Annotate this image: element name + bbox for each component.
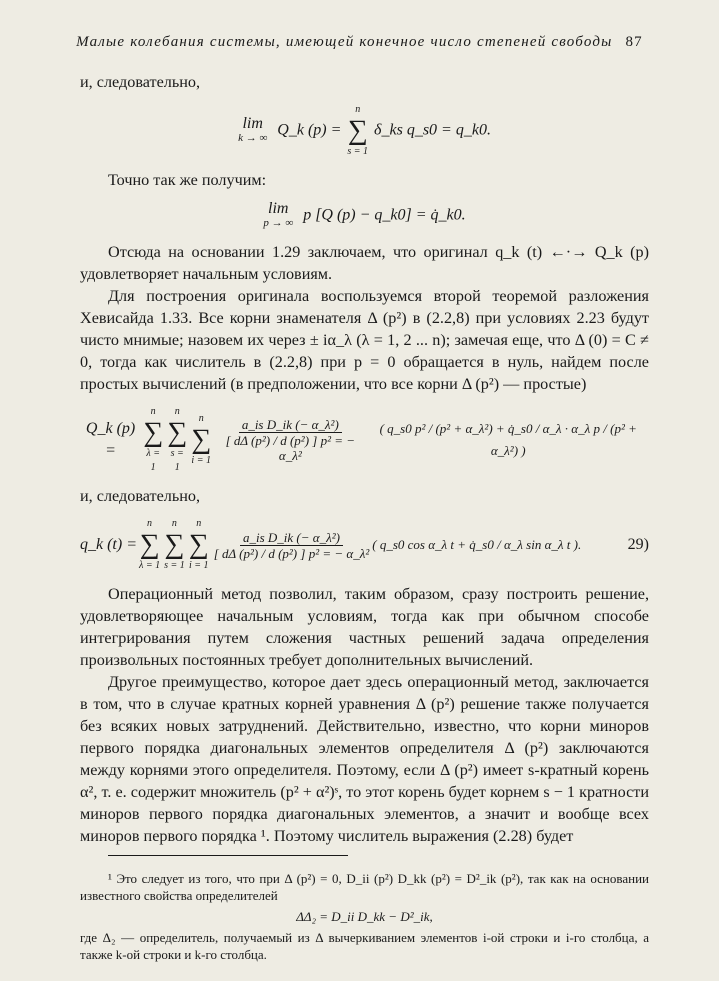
equation-limit-p (80, 201, 649, 231)
eq3-fraction: $\frac{\text{a\_is D\_ik (− α\_λ²)}}{\text{[ dΔ (p²) / d (p²) ] p² = − α\_λ²}}$ (225, 417, 356, 463)
paragraph-6: Операционный метод позволил, таким образом, сразу построить решение, удовлетворяющее начальным условиям, тогда как при обычном способе интегрирования путем сложения частных решений задача определения произвольных постоянных требует дополнительных вычислений. (80, 585, 649, 669)
running-head (70, 34, 649, 51)
equation-limit-q (80, 103, 649, 159)
sum-s: n ∑ s = 1 (164, 518, 185, 571)
eq3-tail: ( q_s0 p² / (p² + α_λ²) + q̇_s0 / α_λ · α_λ p / (p² + α_λ²) ) (379, 421, 637, 458)
eq4-tail: ( q_s0 cos α_λ t + q̇_s0 / α_λ sin α_λ t ). (372, 537, 582, 552)
running-head-title: Малые колебания системы, имеющей конечное число степеней свободы (76, 34, 613, 50)
sum-i: n ∑ i = 1 (191, 413, 212, 466)
paragraph-4: Для построения оригинала воспользуемся второй теоремой разложения Хевисайда 1.33. Все корни знаменателя Δ (p²) в (2.2,8) при условиях 2.23 будут чисто мнимые; назовем их через ± iα_λ (λ = 1, 2 ... n); замечая еще, что Δ (0) = C ≠ 0, тогда как числитель в (2.2,8) при p = 0 обращается в нуль, найдем после простых вычислений (в предположении, что все корни Δ (p²) — простые) (80, 287, 649, 393)
sum-lambda: n ∑ λ = 1 (139, 518, 161, 571)
sum-s: n ∑ s = 1 (167, 406, 188, 473)
sum-lambda: n ∑ λ = 1 (143, 406, 164, 473)
equation-number: 29) (627, 536, 649, 553)
eq2-body: p [Q (p) − q_k0] = q̇_k0. (303, 206, 466, 224)
footnote-line-2: где Δ₂ — определитель, получаемый из Δ вычеркиванием элементов i-ой строки и i-го столбца, а также k-ой строки и k-го столбца. (80, 930, 649, 962)
eq3-lhs: Q_k (p) = (85, 420, 136, 459)
eq4-lhs: q_k (t) = (80, 536, 137, 553)
lim-label: lim (242, 115, 263, 132)
eq1-lhs: Q_k (p) = (277, 121, 342, 139)
eq1-rhs: δ_ks q_s0 = q_k0. (374, 121, 491, 139)
sum-symbol: n ∑ s = 1 (347, 104, 369, 157)
paragraph-2: Точно так же получим: (108, 171, 267, 189)
eq4-fraction: $\frac{\text{a\_is D\_ik (− α\_λ²)}}{\text{[ dΔ (p²) / d (p²) ] p² = − α\_λ²}}$ (213, 529, 370, 561)
footnote (80, 870, 649, 963)
paragraph-1: и, следовательно, (80, 73, 201, 91)
equation-q-solution (80, 517, 649, 573)
lim-sub: k → ∞ (238, 132, 268, 144)
lim-label: lim (268, 200, 289, 217)
footnote-formula: ΔΔ₂ = D_ii D_kk − D²_ik, (296, 909, 433, 924)
footnote-divider (108, 855, 348, 856)
paragraph-5: и, следовательно, (80, 487, 201, 505)
lim-sub: p → ∞ (263, 217, 294, 229)
sum-i: n ∑ i = 1 (188, 518, 209, 571)
footnote-line-1: ¹ Это следует из того, что при Δ (p²) = 0, D_ii (p²) D_kk (p²) = D²_ik (p²), так как на основании известного свойства определителей (80, 871, 649, 903)
equation-Q-expansion (80, 405, 649, 475)
paragraph-3: Отсюда на основании 1.29 заключаем, что оригинал q_k (t) ←·→ Q_k (p) удовлетворяет начальным условиям. (80, 243, 649, 283)
paragraph-7: Другое преимущество, которое дает здесь операционный метод, заключается в том, что в случае кратных корней уравнения Δ (p²) решение также получается без всяких новых затруднений. Действительно, известно, что корни миноров первого порядка диагональных элементов определителя Δ (p²) заключаются между корнями этого определителя. Поэтому, если Δ (p²) имеет s-кратный корень α², т. е. содержит множитель (p² + α²)ˢ, то этот корень будет корнем s − 1 кратности миноров первого порядка диагональных элементов, а значит и вообще всех миноров первого порядка ¹. Поэтому числитель выражения (2.28) будет (80, 673, 649, 845)
page-number: 87 (625, 34, 643, 50)
